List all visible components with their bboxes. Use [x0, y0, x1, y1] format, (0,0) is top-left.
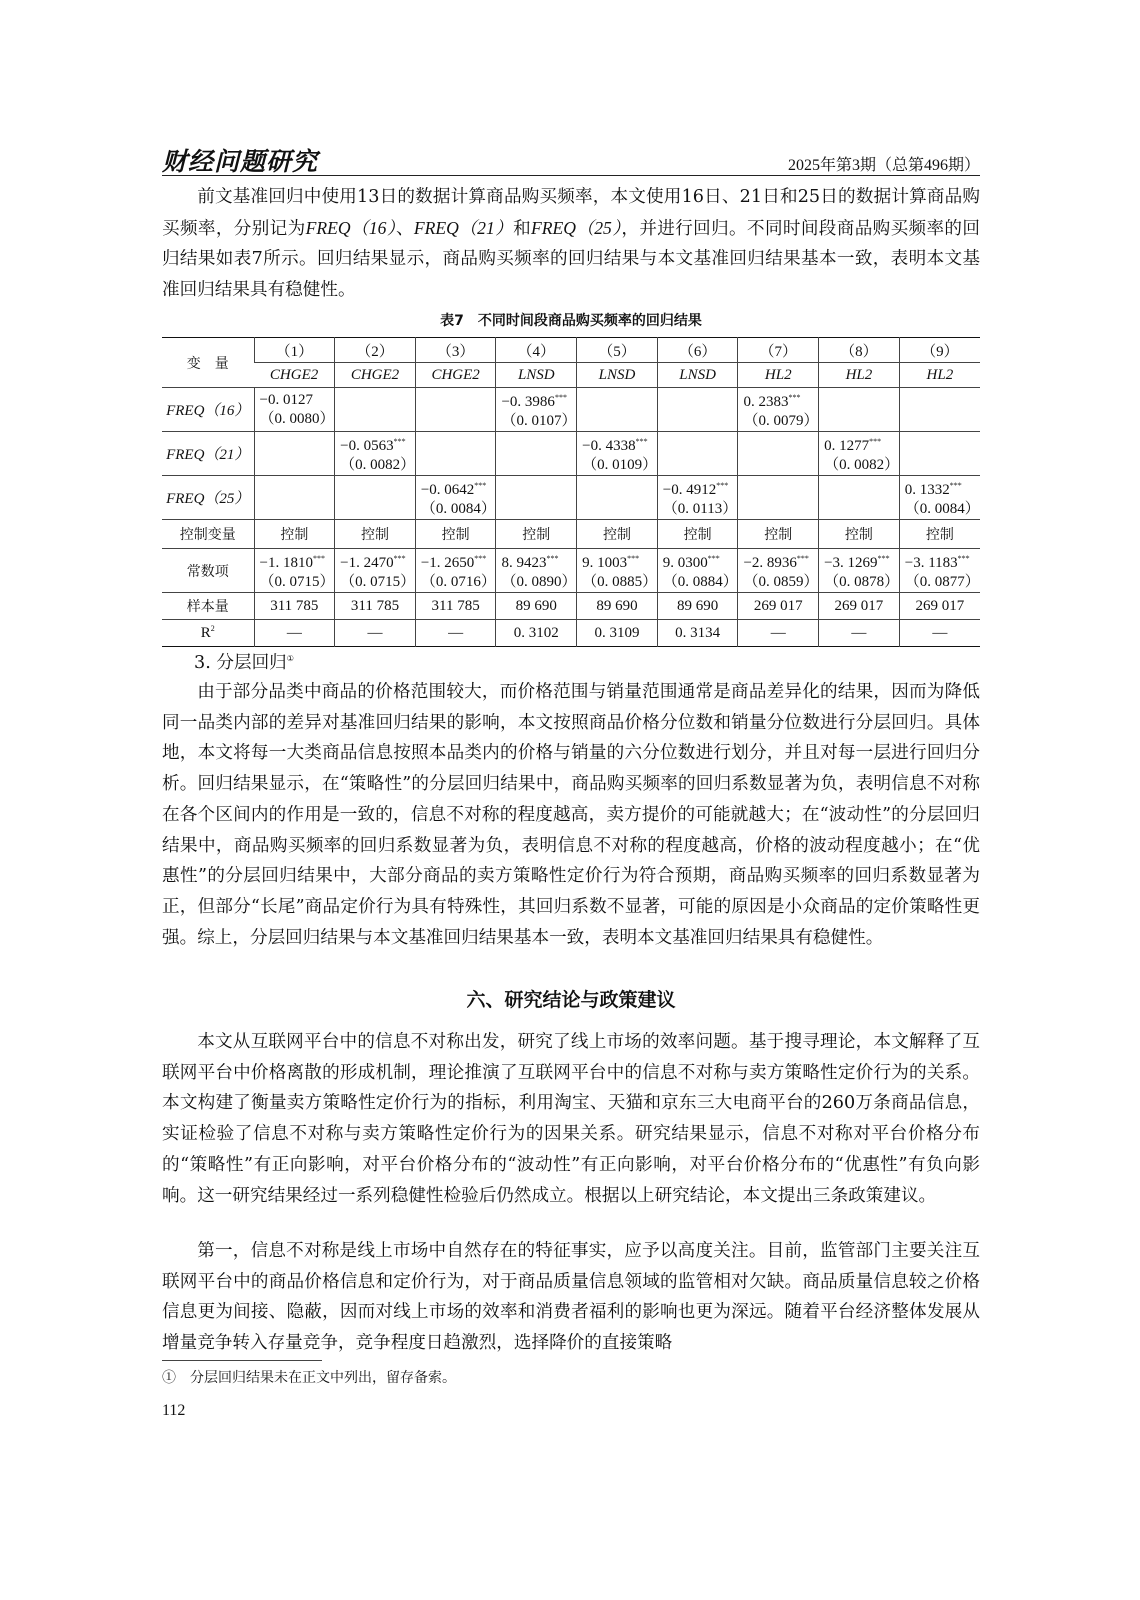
- footnote-rule: [162, 1360, 322, 1361]
- subsection-heading: 3. 分层回归①: [194, 653, 294, 673]
- table-row-freq25: FREQ（25） −0. 0642*** （0. 0084） −0. 4912*** （0. 0113） 0. 1332*** （0. 0084）: [162, 476, 980, 520]
- issue-info: 2025年第3期（总第496期）: [787, 157, 980, 174]
- table-row-constant: 常数项 −1. 1810*** （0. 0715） −1. 2470*** （0. 0715） −1. 2650*** （0. 0716） 8. 9423*** （0. 0890） 9. 1003*** （0. 0885） 9. 0300*** （0. 0884） −2. 8936*** （0. 0859） −3. 1269*** （0. 0878） −3. 1183*** （0. 0877）: [162, 549, 980, 593]
- paragraph-stratified-regression: 由于部分品类中商品的价格范围较大，而价格范围与销量范围通常是商品差异化的结果，因而为降低同一品类内部的差异对基准回归结果的影响，本文按照商品价格分位数和销量分位数进行分层回归。具体地，本文将每一大类商品信息按照本品类内的价格与销量的六分位数进行划分，并且对每一层进行回归分析。回归结果显示，在“策略性”的分层回归结果中，商品购买频率的回归系数显著为负，表明信息不对称在各个区间内的作用是一致的，信息不对称的程度越高，卖方提价的可能就越大；在“波动性”的分层回归结果中，商品购买频率的回归系数显著为负，表明信息不对称的程度越高，价格的波动程度越小；在“优惠性”的分层回归结果中，大部分商品的卖方策略性定价行为符合预期，商品购买频率的回归系数显著为正，但部分“长尾”商品定价行为具有特殊性，其回归系数不显著，可能的原因是小众商品的定价策略性更强。综上，分层回归结果与本文基准回归结果基本一致，表明本文基准回归结果具有稳健性。: [162, 682, 980, 948]
- table-row-freq16: FREQ（16） −0. 0127 （0. 0080） −0. 3986*** （0. 0107） 0. 2383*** （0. 0079）: [162, 388, 980, 432]
- table-row-freq21: FREQ（21） −0. 0563*** （0. 0082） −0. 4338*** （0. 0109） 0. 1277*** （0. 0082）: [162, 432, 980, 476]
- footnote-marker: ①: [286, 654, 294, 664]
- table-dependent-var-row: CHGE2 CHGE2 CHGE2 LNSD LNSD LNSD HL2 HL2 HL2: [162, 363, 980, 388]
- header-rule: [162, 175, 980, 176]
- table-caption: 表7 不同时间段商品购买频率的回归结果: [440, 313, 702, 329]
- freq21-term: FREQ（21）: [413, 217, 514, 238]
- table-header-row: 变 量 （1） （2） （3） （4） （5） （6） （7） （8） （9）: [162, 338, 980, 363]
- var-header: 变 量: [186, 355, 229, 372]
- paragraph-policy-first: 第一，信息不对称是线上市场中自然存在的特征事实，应予以高度关注。目前，监管部门主要关注互联网平台中的商品价格信息和定价行为，对于商品质量信息领域的监管相对欠缺。商品质量信息较之价格信息更为间接、隐蔽，因而对线上市场的效率和消费者福利的影响也更为深远。随着平台经济整体发展从增量竞争转入存量竞争，竞争程度日趋激烈，选择降价的直接策略: [162, 1241, 980, 1354]
- running-header: [162, 140, 980, 176]
- regression-table: [162, 337, 980, 647]
- table-row-r2: $R^2$ — — — 0. 3102 0. 3109 0. 3134 — — —: [162, 620, 980, 647]
- freq16-term: FREQ（16）: [305, 217, 396, 238]
- journal-logo: 财经问题研究: [162, 147, 319, 176]
- paragraph-conclusions: 本文从互联网平台中的信息不对称出发，研究了线上市场的效率问题。基于搜寻理论，本文解释了互联网平台中价格离散的形成机制，理论推演了互联网平台中的信息不对称与卖方策略性定价行为的关系。本文构建了衡量卖方策略性定价行为的指标，利用淘宝、天猫和京东三大电商平台的260万条商品信息，实证检验了信息不对称与卖方策略性定价行为的因果关系。研究结果显示，信息不对称对平台价格分布的“策略性”有正向影响，对平台价格分布的“波动性”有正向影响，对平台价格分布的“优惠性”有负向影响。这一研究结果经过一系列稳健性检验后仍然成立。根据以上研究结论，本文提出三条政策建议。: [162, 1032, 980, 1206]
- paragraph-robustness-intro: 前文基准回归中使用13日的数据计算商品购买频率，本文使用16日、21日和25日的数据计算商品购买频率，分别记为FREQ（16）、FREQ（21）和FREQ（25），并进行回归。不同时间段商品购买频率的回归结果如表7所示。回归结果显示，商品购买频率的回归结果与本文基准回归结果基本一致，表明本文基准回归结果具有稳健性。: [162, 187, 980, 301]
- footnote: ① 分层回归结果未在正文中列出，留存备索。: [162, 1370, 456, 1386]
- freq25-term: FREQ（25）: [531, 217, 622, 238]
- table-row-sample-size: 样本量 311 785 311 785 311 785 89 690 89 690 89 690 269 017 269 017 269 017: [162, 593, 980, 620]
- section-heading: 六、研究结论与政策建议: [466, 989, 676, 1011]
- page-number: 112: [162, 1402, 186, 1419]
- table-row-controls: 控制变量 控制 控制 控制 控制 控制 控制 控制 控制 控制: [162, 520, 980, 549]
